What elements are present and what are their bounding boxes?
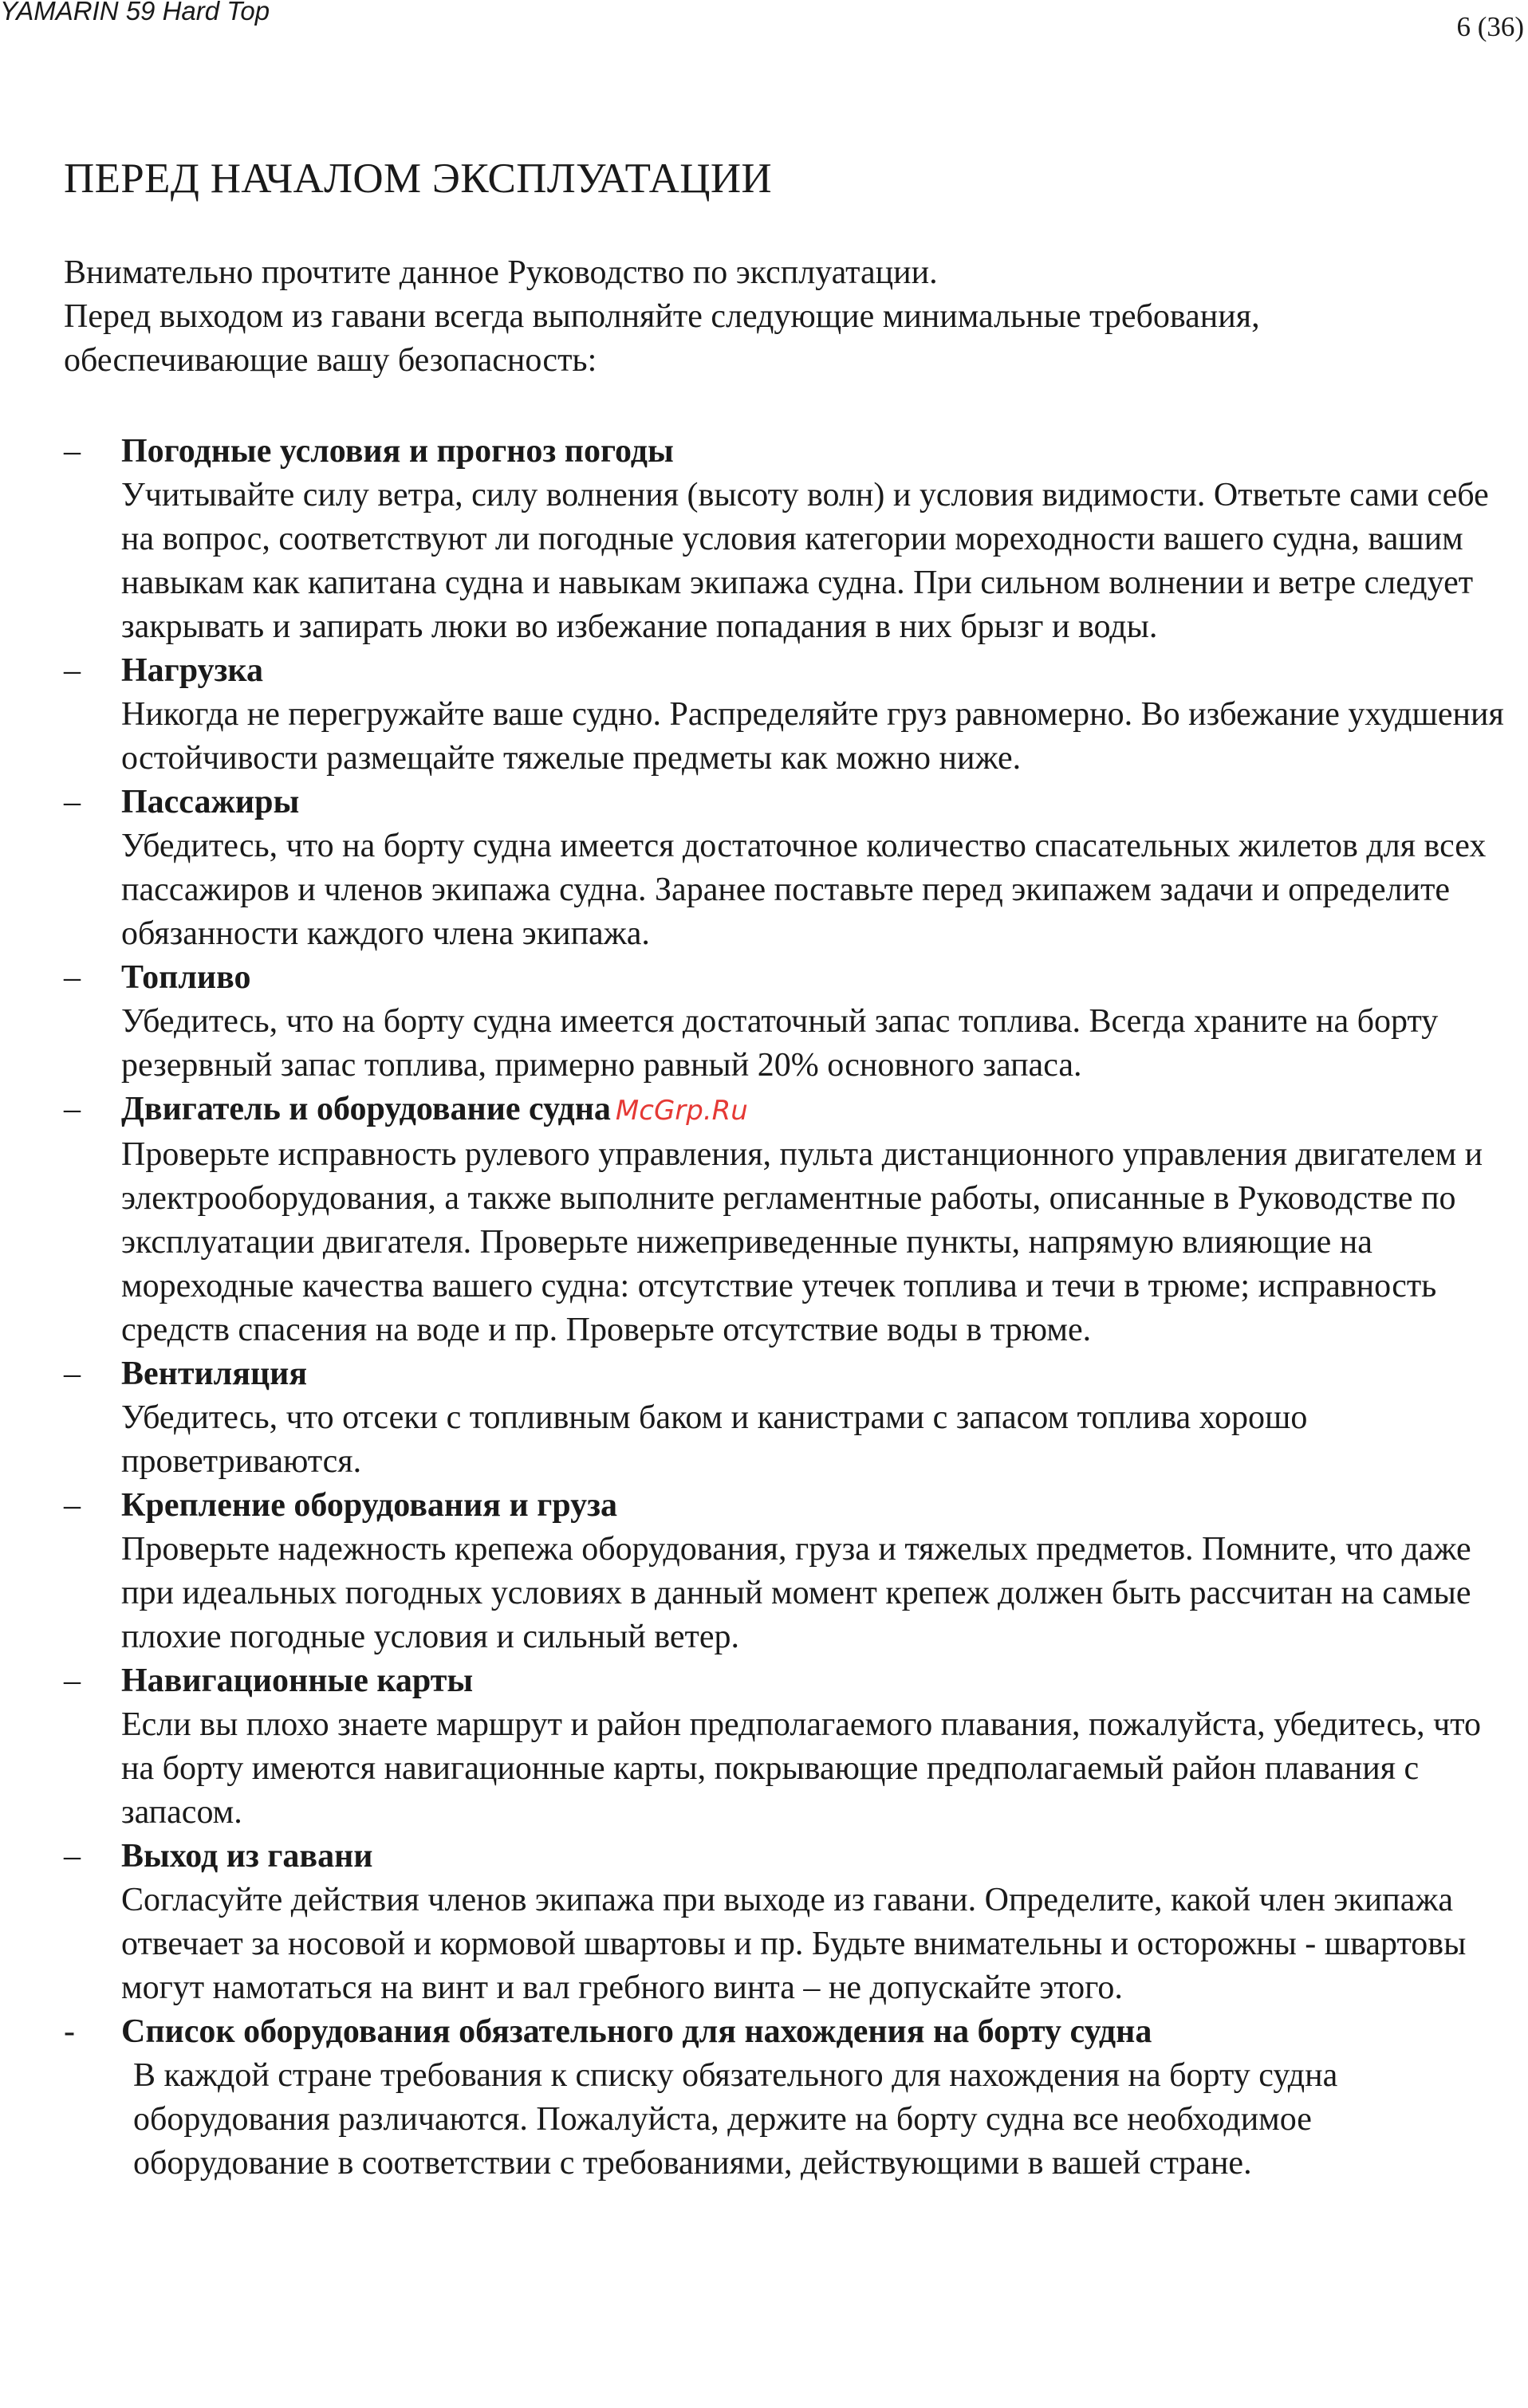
item-heading: Вентиляция: [121, 1355, 308, 1392]
list-bullet: –: [64, 1355, 81, 1392]
item-heading: Выход из гавани: [121, 1838, 373, 1875]
item-text: Никогда не перегружайте ваше судно. Распределяйте груз равномерно. Во избежание ухудшения остойчивости размещайте тяжелые предметы как можно ниже.: [121, 696, 1504, 777]
intro-paragraph: [64, 251, 1499, 383]
list-bullet: –: [64, 959, 81, 996]
list-item: [64, 1088, 1515, 1352]
watermark-link[interactable]: McGrp.Ru: [615, 1095, 748, 1127]
list-item: [64, 2010, 1515, 2186]
list-item: [64, 1659, 1515, 1835]
list-item: [64, 1352, 1515, 1484]
intro-line-1: Внимательно прочтите данное Руководство по эксплуатации.: [64, 254, 938, 291]
item-text: Если вы плохо знаете маршрут и район предполагаемого плавания, пожалуйста, убедитесь, что на борту имеются навигационные карты, покрывающие предполагаемый район плавания с запасом.: [121, 1706, 1482, 1831]
item-text: В каждой стране требования к списку обязательного для нахождения на борту судна оборудования различаются. Пожалуйста, держите на борту судна все необходимое оборудование в соответствии с требованиями, действующими в вашей стране.: [133, 2057, 1338, 2182]
item-text: Убедитесь, что отсеки с топливным баком и канистрами с запасом топлива хорошо проветриваются.: [121, 1399, 1308, 1480]
item-heading: Крепление оборудования и груза: [121, 1487, 617, 1524]
list-item: [64, 649, 1515, 781]
item-heading: Двигатель и оборудование судна: [121, 1091, 611, 1127]
list-bullet: –: [64, 433, 81, 470]
list-item: [64, 1484, 1515, 1659]
requirements-list: [64, 430, 1515, 2186]
intro-line-2: Перед выходом из гавани всегда выполняйте следующие минимальные требования, обеспечивающие вашу безопасность:: [64, 298, 1260, 379]
running-header: YAMARIN 59 Hard Top: [0, 0, 270, 26]
item-text: Учитывайте силу ветра, силу волнения (высоту волн) и условия видимости. Ответьте сами себе на вопрос, соответствуют ли погодные условия категории мореходности вашего судна, вашим навыкам как капитана судна и навыкам экипажа судна. При сильном волнении и ветре следует закрывать и запирать люки во избежание попадания в них брызг и воды.: [121, 477, 1489, 645]
item-heading: Пассажиры: [121, 784, 300, 820]
item-text: Проверьте надежность крепежа оборудования, груза и тяжелых предметов. Помните, что даже при идеальных погодных условиях в данный момент крепеж должен быть рассчитан на самые плохие погодные условия и сильный ветер.: [121, 1531, 1471, 1655]
item-text: Проверьте исправность рулевого управления, пульта дистанционного управления двигателем и электрооборудования, а также выполните регламентные работы, описанные в Руководстве по эксплуатации двигателя. Проверьте нижеприведенные пункты, напрямую влияющие на мореходные качества вашего судна: отсутствие утечек топлива и течи в трюме; исправность средств спасения на воде и пр. Проверьте отсутствие воды в трюме.: [121, 1136, 1483, 1348]
list-item: [64, 1835, 1515, 2010]
list-bullet: –: [64, 784, 81, 820]
item-heading-with-watermark: [121, 1088, 1515, 1133]
page-number: 6 (36): [1456, 11, 1524, 42]
item-text: Убедитесь, что на борту судна имеется достаточное количество спасательных жилетов для всех пассажиров и членов экипажа судна. Заранее поставьте перед экипажем задачи и определите обязанности каждого члена экипажа.: [121, 828, 1487, 952]
list-bullet: –: [64, 1487, 81, 1524]
list-bullet: –: [64, 1091, 81, 1127]
list-item: [64, 430, 1515, 649]
list-bullet: –: [64, 1662, 81, 1699]
list-bullet: –: [64, 1838, 81, 1875]
item-text: Согласуйте действия членов экипажа при выходе из гавани. Определите, какой член экипажа отвечает за носовой и кормовой швартовы и пр. Будьте внимательны и осторожны - швартовы могут намотаться на винт и вал гребного винта – не допускайте этого.: [121, 1882, 1467, 2006]
item-heading: Список оборудования обязательного для нахождения на борту судна: [121, 2013, 1152, 2050]
item-heading: Нагрузка: [121, 652, 263, 689]
item-heading: Топливо: [121, 959, 251, 996]
item-text: Убедитесь, что на борту судна имеется достаточный запас топлива. Всегда храните на борту резервный запас топлива, примерно равный 20% основного запаса.: [121, 1003, 1439, 1084]
item-heading: Погодные условия и прогноз погоды: [121, 433, 674, 470]
list-bullet: –: [64, 652, 81, 689]
list-item: [64, 781, 1515, 956]
section-title: ПЕРЕД НАЧАЛОМ ЭКСПЛУАТАЦИИ: [64, 155, 772, 202]
item-heading: Навигационные карты: [121, 1662, 474, 1699]
list-bullet: -: [64, 2013, 75, 2050]
list-item: [64, 956, 1515, 1088]
